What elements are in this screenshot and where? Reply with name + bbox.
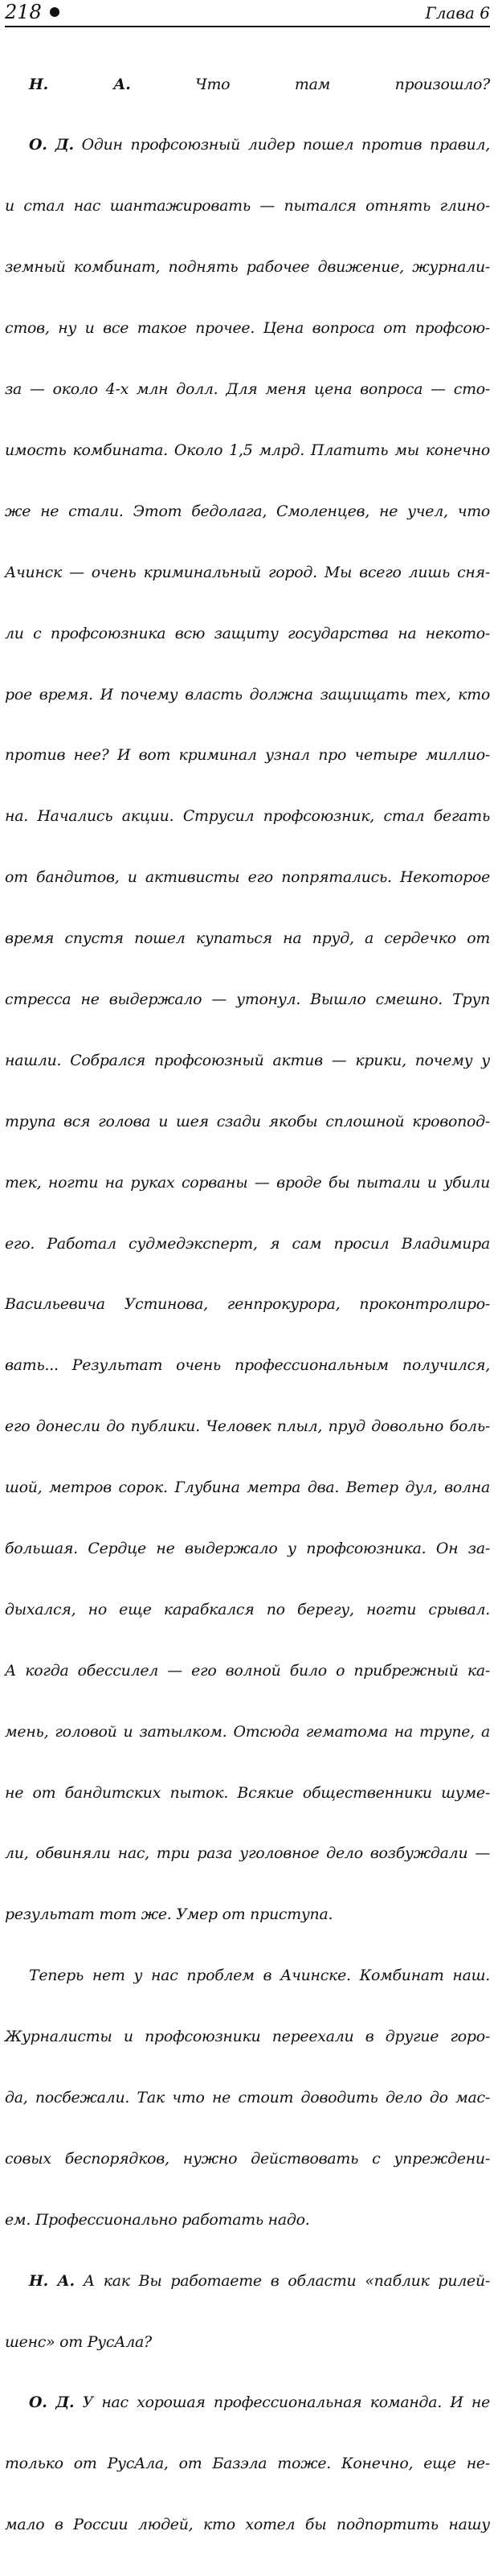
text-line [5, 2393, 490, 2413]
body-text [5, 34, 490, 2576]
text-line: ли с профсоюзника всю защиту государства на некото- [5, 624, 490, 642]
text-line: тек, ногти на руках сорваны — вроде бы пытали и убили [5, 1173, 490, 1192]
text-line: мало в России людей, кто хотел бы подпортить нашу [5, 2516, 490, 2534]
text-line: Теперь нет у нас проблем в Ачинске. Комбинат наш. [29, 1967, 490, 1985]
line-text: У нас хорошая профессиональная команда. И не [82, 2393, 490, 2412]
text-line [5, 135, 490, 155]
text-line: дыхался, но еще карабкался по берегу, ногти срывал. [5, 1600, 490, 1618]
text-line: результат тот же. Умер от приступа. [5, 1905, 333, 1924]
text-line: его. Работал судмедэксперт, я сам просил Владимира [5, 1234, 490, 1253]
speaker-label: О. Д. [29, 136, 74, 154]
text-line: земный комбинат, поднять рабочее движение, журнали- [5, 258, 490, 277]
page-header [5, 0, 490, 27]
line-text: Один профсоюзный лидер пошел против правил, [81, 136, 491, 154]
line-text: Что там произошло? [195, 75, 490, 93]
text-line: большая. Сердце не выдержало у профсоюзника. Он за- [5, 1539, 490, 1557]
text-line: его донесли до публики. Человек плыл, пруд довольно боль- [5, 1417, 490, 1436]
text-line: трупа вся голова и шея сзади якобы сплошной кровопод- [5, 1112, 490, 1130]
text-line: Журналисты и профсоюзники переехали в другие горо- [5, 2028, 490, 2046]
text-line [5, 2271, 490, 2291]
text-line: за — около 4-х млн долл. Для меня цена вопроса — сто- [5, 380, 490, 399]
text-line [5, 75, 490, 95]
text-line: против нее? И вот криминал узнал про четыре миллио- [5, 746, 490, 765]
text-line: шенс» от РусАла? [5, 2332, 152, 2351]
text-line: А когда обессилел — его волной било о прибрежный ка- [5, 1661, 490, 1680]
text-line: ли, обвиняли нас, три раза уголовное дело возбуждали — [5, 1844, 490, 1863]
text-line: да, посбежали. Так что не стоит доводить дело до мас- [5, 2088, 490, 2106]
text-line: нашли. Собрался профсоюзный актив — крики, почему у [5, 1051, 490, 1069]
speaker-label: Н. А. [29, 75, 131, 93]
text-line: только от РусАла, от Базэла тоже. Конечно, еще не- [5, 2455, 490, 2473]
text-line: время спустя пошел купаться на пруд, а сердечко от [5, 929, 490, 948]
line-text: А как Вы работаете в области «паблик рилей- [83, 2271, 490, 2290]
text-line: вать... Результат очень профессиональным получился, [5, 1356, 490, 1375]
text-line: стов, ну и все такое прочее. Цена вопроса от профсою- [5, 319, 490, 338]
text-line: шой, метров сорок. Глубина метра два. Ветер дул, волна [5, 1479, 490, 1497]
text-line: мень, головой и затылком. Отсюда гематома на трупе, а [5, 1722, 490, 1741]
page-number: 218 [5, 1, 42, 23]
text-line: на. Начались акции. Струсил профсоюзник, стал бегать [5, 807, 490, 826]
chapter-title: Глава 6 [425, 3, 490, 23]
speaker-label: Н. А. [29, 2271, 75, 2290]
speaker-label: О. Д. [29, 2393, 75, 2412]
text-line: совых беспорядков, нужно действовать с упреждени- [5, 2149, 490, 2168]
text-line: же не стали. Этот бедолага, Смоленцев, не учел, что [5, 502, 490, 520]
text-line: Васильевича Устинова, генпрокурора, проконтролиро- [5, 1295, 490, 1314]
text-line: имость комбината. Около 1,5 млрд. Платить мы конечно [5, 441, 490, 459]
text-line: от бандитов, и активисты его попрятались. Некоторое [5, 868, 490, 887]
text-line: и стал нас шантажировать — пытался отнять глино- [5, 197, 490, 215]
text-line: рое время. И почему власть должна защищать тех, кто [5, 685, 490, 703]
bullet-icon [50, 7, 59, 17]
text-line: Ачинск — очень криминальный город. Мы всего лишь сня- [5, 563, 490, 581]
text-line: не от бандитских пыток. Всякие общественники шуме- [5, 1783, 490, 1802]
text-line: ем. Профессионально работать надо. [5, 2210, 310, 2229]
text-line: стресса не выдержало — утонул. Вышло смешно. Труп [5, 990, 490, 1008]
